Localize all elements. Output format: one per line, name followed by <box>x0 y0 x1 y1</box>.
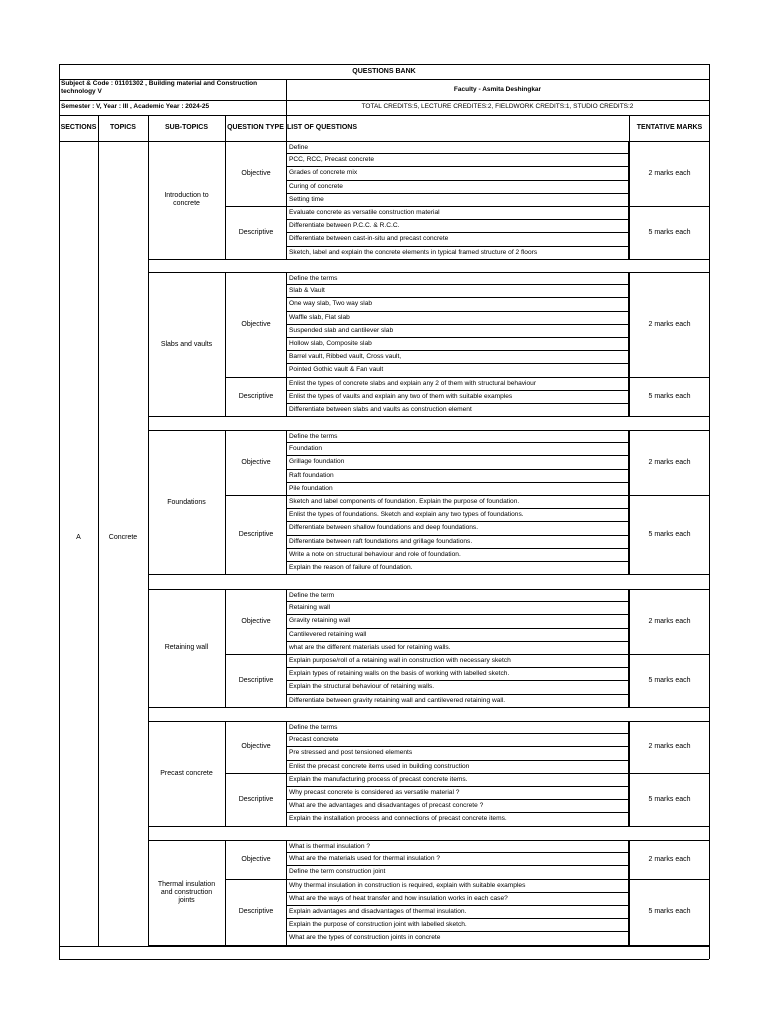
question-row: Grillage foundation <box>286 456 629 469</box>
col-sections: SECTIONS <box>60 124 97 131</box>
question-row: What are the advantages and disadvantages of precast concrete ? <box>286 800 629 813</box>
marks-cell: 2 marks each <box>629 430 709 496</box>
question-row: Pointed Gothic vault & Fan vault <box>286 364 629 377</box>
question-row: Define <box>286 141 629 154</box>
question-type-cell: Descriptive <box>225 378 286 418</box>
question-type-cell: Descriptive <box>225 207 286 260</box>
question-row: Differentiate between P.C.C. & R.C.C. <box>286 220 629 233</box>
question-row: Explain advantages and disadvantages of thermal insulation. <box>286 906 629 919</box>
question-row: Retaining wall <box>286 602 629 615</box>
question-row: Differentiate between shallow foundations and deep foundations. <box>286 522 629 535</box>
question-row: Define the term <box>286 589 629 602</box>
topic-label: Concrete <box>108 534 138 541</box>
question-row: Waffle slab, Flat slab <box>286 312 629 325</box>
question-row: What are the materials used for thermal insulation ? <box>286 853 629 866</box>
rule <box>286 115 287 141</box>
section-label: A <box>76 534 81 541</box>
question-row: Evaluate concrete as versatile construction material <box>286 207 629 220</box>
question-type-cell: Descriptive <box>225 880 286 946</box>
subject-code: Subject & Code : 01101302 , Building material and Construction technology V <box>61 80 258 95</box>
col-list-of-questions: LIST OF QUESTIONS <box>287 124 358 131</box>
question-row: Suspended slab and cantilever slab <box>286 325 629 338</box>
question-row: PCC, RCC, Precast concrete <box>286 154 629 167</box>
question-type-cell: Objective <box>225 272 286 378</box>
question-row: Foundation <box>286 443 629 456</box>
credits-info: TOTAL CREDITS:5, LECTURE CREDITES:2, FIELDWORK CREDITS:1, STUDIO CREDITS:2 <box>361 103 634 110</box>
question-row: Slab & Vault <box>286 285 629 298</box>
marks-cell: 5 marks each <box>629 496 709 575</box>
question-row: Define the terms <box>286 430 629 443</box>
marks-cell: 5 marks each <box>629 655 709 708</box>
subtopic-name: Foundations <box>148 430 225 575</box>
question-row: Explain purpose/roll of a retaining wall in construction with necessary sketch <box>286 655 629 668</box>
marks-cell: 2 marks each <box>629 840 709 880</box>
marks-cell: 5 marks each <box>629 880 709 946</box>
question-row: Sketch, label and explain the concrete elements in typical framed structure of 2 floors <box>286 247 629 260</box>
page-title: QUESTIONS BANK <box>352 68 416 75</box>
rule <box>629 115 630 141</box>
marks-cell: 2 marks each <box>629 721 709 774</box>
question-row: Explain the purpose of construction joint with labelled sketch. <box>286 919 629 932</box>
col-topics: TOPICS <box>110 124 136 131</box>
subtopic-name: Thermal insulation and construction joints <box>148 840 225 946</box>
question-row: Precast concrete <box>286 734 629 747</box>
question-type-cell: Objective <box>225 589 286 655</box>
question-row: Explain the reason of failure of foundation. <box>286 562 629 575</box>
subtopic-name: Introduction to concrete <box>148 141 225 260</box>
question-row: Differentiate between raft foundations and grillage foundations. <box>286 536 629 549</box>
col-tentative-marks: TENTATIVE MARKS <box>636 124 703 131</box>
question-row: Why precast concrete is considered as versatile material ? <box>286 787 629 800</box>
question-row: Sketch and label components of foundation. Explain the purpose of foundation. <box>286 496 629 509</box>
question-row: Differentiate between cast-in-situ and precast concrete <box>286 233 629 246</box>
marks-cell: 2 marks each <box>629 589 709 655</box>
question-row: Gravity retaining wall <box>286 615 629 628</box>
question-row: Explain the installation process and connections of precast concrete items. <box>286 813 629 826</box>
question-row: Differentiate between gravity retaining wall and cantilevered retaining wall. <box>286 695 629 708</box>
subtopic-name: Precast concrete <box>148 721 225 827</box>
question-row: Explain types of retaining walls on the basis of working with labelled sketch. <box>286 668 629 681</box>
rule <box>59 946 709 947</box>
marks-cell: 5 marks each <box>629 378 709 418</box>
question-row: Setting time <box>286 194 629 207</box>
question-row: Barrel vault, Ribbed vault, Cross vault, <box>286 351 629 364</box>
question-row: Cantilevered retaining wall <box>286 629 629 642</box>
question-type-cell: Objective <box>225 141 286 207</box>
marks-cell: 5 marks each <box>629 207 709 260</box>
question-row: Pile foundation <box>286 483 629 496</box>
rule <box>98 115 99 946</box>
question-row: Write a note on structural behaviour and role of foundation. <box>286 549 629 562</box>
question-row: Hollow slab, Composite slab <box>286 338 629 351</box>
question-row: Enlist the types of foundations. Sketch and explain any two types of foundations. <box>286 509 629 522</box>
marks-cell: 5 marks each <box>629 774 709 827</box>
question-type-cell: Objective <box>225 840 286 880</box>
question-row: Define the terms <box>286 272 629 285</box>
question-row: Enlist the types of concrete slabs and explain any 2 of them with structural behaviour <box>286 378 629 391</box>
question-type-cell: Descriptive <box>225 774 286 827</box>
question-row: Define the terms <box>286 721 629 734</box>
question-type-cell: Descriptive <box>225 655 286 708</box>
question-row: Explain the structural behaviour of retaining walls. <box>286 681 629 694</box>
question-row: What is thermal insulation ? <box>286 840 629 853</box>
question-row: What are the ways of heat transfer and how insulation works in each case? <box>286 893 629 906</box>
rule <box>225 115 226 141</box>
question-row: What are the types of construction joints in concrete <box>286 932 629 945</box>
question-row: Why thermal insulation in construction is required, explain with suitable examples <box>286 880 629 893</box>
frame-right <box>709 64 710 959</box>
semester-info: Semester : V, Year : III , Academic Year : 2024-25 <box>61 103 210 110</box>
col-sub-topics: SUB-TOPICS <box>164 124 209 131</box>
question-type-cell: Objective <box>225 721 286 774</box>
question-type-cell: Descriptive <box>225 496 286 575</box>
subtopic-name: Slabs and vaults <box>148 272 225 417</box>
question-row: Define the term construction joint <box>286 866 629 879</box>
question-row: Explain the manufacturing process of precast concrete items. <box>286 774 629 787</box>
frame-left <box>59 64 60 959</box>
question-type-cell: Objective <box>225 430 286 496</box>
question-row: Raft foundation <box>286 470 629 483</box>
col-question-type: QUESTION TYPE <box>227 124 284 131</box>
faculty-name: Faculty - Asmita Deshingkar <box>453 86 542 93</box>
question-row: Enlist the precast concrete items used in building construction <box>286 761 629 774</box>
marks-cell: 2 marks each <box>629 272 709 378</box>
question-row: Grades of concrete mix <box>286 167 629 180</box>
question-row: Differentiate between slabs and vaults as construction element <box>286 404 629 417</box>
subtopic-name: Retaining wall <box>148 589 225 708</box>
question-row: One way slab, Two way slab <box>286 298 629 311</box>
rule <box>59 959 709 960</box>
marks-cell: 2 marks each <box>629 141 709 207</box>
question-row: Enlist the types of vaults and explain any two of them with suitable examples <box>286 391 629 404</box>
question-row: Pre stressed and post tensioned elements <box>286 747 629 760</box>
question-row: Curing of concrete <box>286 181 629 194</box>
question-row: what are the different materials used for retaining walls. <box>286 642 629 655</box>
